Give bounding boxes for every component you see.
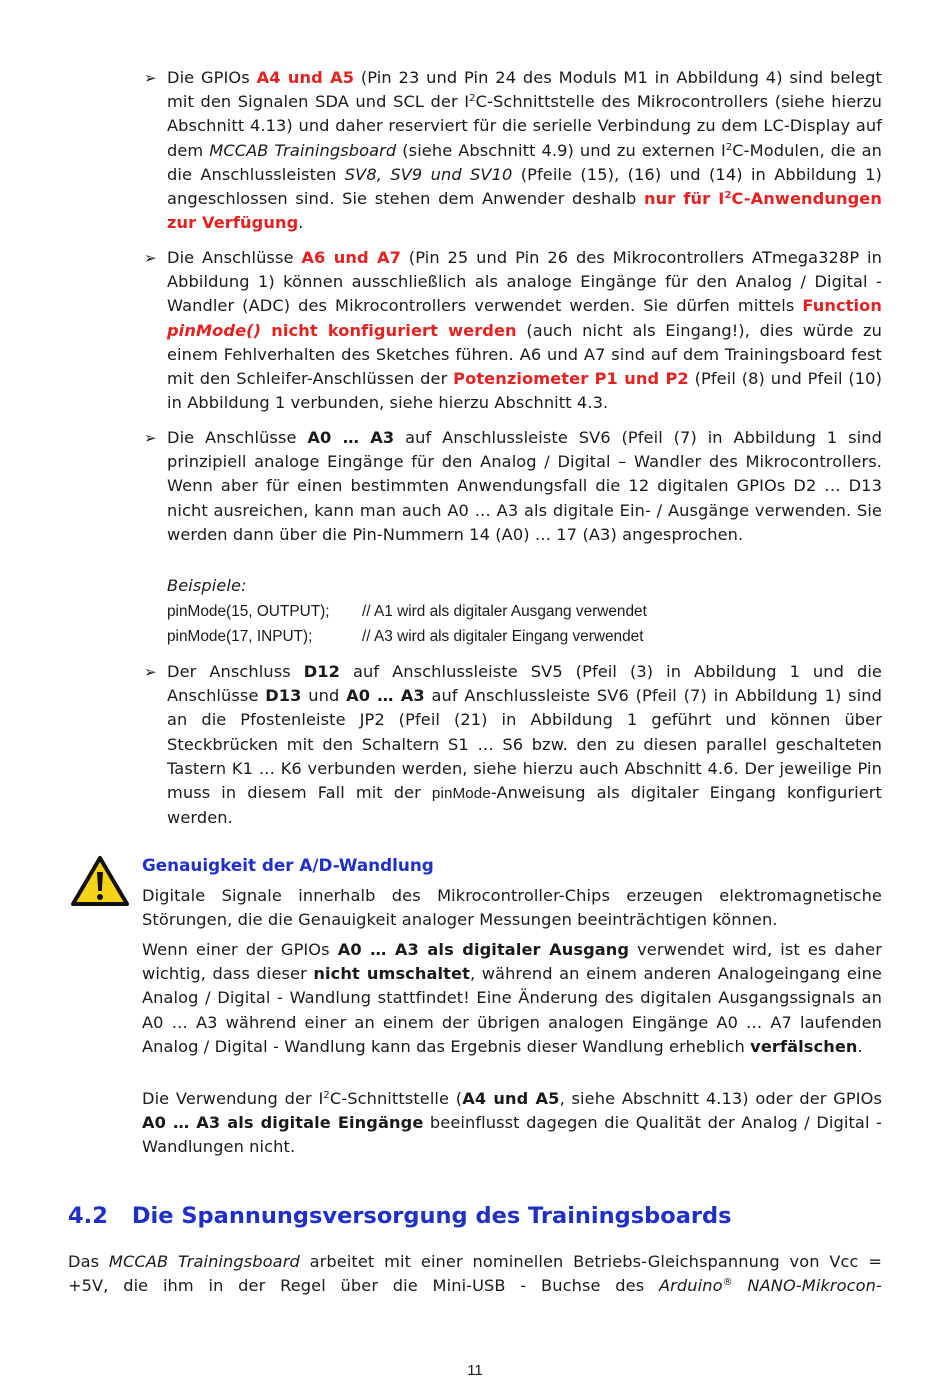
section-number: 4.2 — [68, 1203, 108, 1229]
example-comment: // A3 wird als digitaler Eingang verwendet — [362, 628, 644, 645]
warning-paragraph: Wenn einer der GPIOs A0 … A3 als digitaler Ausgang verwendet wird, ist es daher wichtig, dass dieser nicht umschaltet, während an einem anderen Analogeingang eine Analog / Digital - Wandlung stattfindet! Eine Änderung des digitalen Ausgangssignals an A0 … A3 während einer an einem der übrigen analogen Eingänge A0 … A7 laufenden Analog / Digital - Wandlung kann das Ergebnis dieser Wandlung erheblich verfälschen. — [142, 940, 882, 1056]
section-heading — [68, 1203, 732, 1229]
bullet-item: Die Anschlüsse A0 … A3 auf Anschlussleiste SV6 (Pfeil (7) in Abbildung 1 sind prinzipiell analoge Eingänge für den Analog / Digital – Wandler des Mikrocontrollers. Wenn aber für einen bestimmten Anwendungsfall die 12 digitalen GPIOs D2 … D13 nicht ausreichen, kann man auch A0 … A3 als digitale Ein- / Ausgänge verwenden. Sie werden dann über die Pin-Nummern 14 (A0) … 17 (A3) angesprochen. — [167, 428, 882, 544]
bullet-item: Die Anschlüsse A6 und A7 (Pin 25 und Pin 26 des Mikrocontrollers ATmega328P in Abbildung 1) können ausschließlich als analoge Eingänge für den Analog / Digital - Wandler (ADC) des Mikrocontrollers verwendet werden. Sie dürfen mittels Function pinMode() nicht konfiguriert werden (auch nicht als Eingang!), dies würde zu einem Fehlverhalten des Sketches führen. A6 und A7 sind auf dem Trainingsboard fest mit den Schleifer-Anschlüssen der Potenziometer P1 und P2 (Pfeil (8) und Pfeil (10) in Abbildung 1 verbunden, siehe hierzu Abschnitt 4.3. — [167, 248, 882, 413]
bullet-item: Der Anschluss D12 auf Anschlussleiste SV5 (Pfeil (3) in Abbildung 1 und die Anschlüsse D13 und A0 … A3 auf Anschlussleiste SV6 (Pfeil (7) in Abbildung 1) sind an die Pfostenleiste JP2 (Pfeil (21) in Abbildung 1 geführt und können über Steckbrücken mit den Schaltern S1 … S6 bzw. den zu diesen parallel geschalteten Tastern K1 … K6 verbunden werden, siehe hierzu auch Abschnitt 4.6. Der jeweilige Pin muss in diesem Fall mit der pinMode-Anweisung als digitaler Eingang konfiguriert werden. — [167, 662, 882, 828]
bullet-arrow-icon: ➢ — [144, 249, 157, 267]
example-code-line: pinMode(17, INPUT); — [167, 628, 313, 645]
example-code-line: pinMode(15, OUTPUT); — [167, 603, 330, 620]
bullet-arrow-icon: ➢ — [144, 69, 157, 87]
section-title: Die Spannungsversorgung des Trainingsboards — [131, 1203, 732, 1229]
warning-paragraph: Digitale Signale innerhalb des Mikrocontroller-Chips erzeugen elektromagnetische Störungen, die die Genauigkeit analoger Messungen beeinträchtigen können. — [142, 886, 882, 930]
bullet-arrow-icon: ➢ — [144, 429, 157, 447]
section-paragraph: Das MCCAB Trainingsboard arbeitet mit einer nominellen Betriebs-Gleichspannung von Vcc = +5V, die ihm in der Regel über die Mini-USB - Buchse des Arduino® NANO-Mikrocon- — [68, 1252, 882, 1296]
warning-heading: Genauigkeit der A/D-Wandlung — [142, 855, 434, 875]
example-heading: Beispiele: — [167, 576, 247, 595]
warning-paragraph: Die Verwendung der $I^2C$-Schnittstelle (A4 und A5, siehe Abschnitt 4.13) oder der GPIOs A0 … A3 als digitale Eingänge beeinflusst dagegen die Qualität der Analog / Digital - Wandlungen nicht. — [142, 1089, 882, 1157]
bullet-item: Die GPIOs A4 und A5 (Pin 23 und Pin 24 des Moduls M1 in Abbildung 4) sind belegt mit den Signalen SDA und SCL der $I^2C$-Schnittstelle des Mikrocontrollers (siehe hierzu Abschnitt 4.13) und daher reserviert für die serielle Verbindung zu dem LC-Display auf dem MCCAB Trainingsboard (siehe Abschnitt 4.9) und zu externen $I^2C$-Modulen, die an die Anschlussleisten SV8, SV9 und SV10 (Pfeile (15), (16) und (14) in Abbildung 1) angeschlossen sind. Sie stehen dem Anwender deshalb nur für $I^2C$-Anwendungen zur Verfügung. — [167, 68, 883, 233]
example-comment: // A1 wird als digitaler Ausgang verwendet — [362, 603, 647, 620]
page-number: 11 — [467, 1362, 483, 1379]
warning-icon — [70, 855, 130, 907]
bullet-arrow-icon: ➢ — [144, 663, 157, 681]
